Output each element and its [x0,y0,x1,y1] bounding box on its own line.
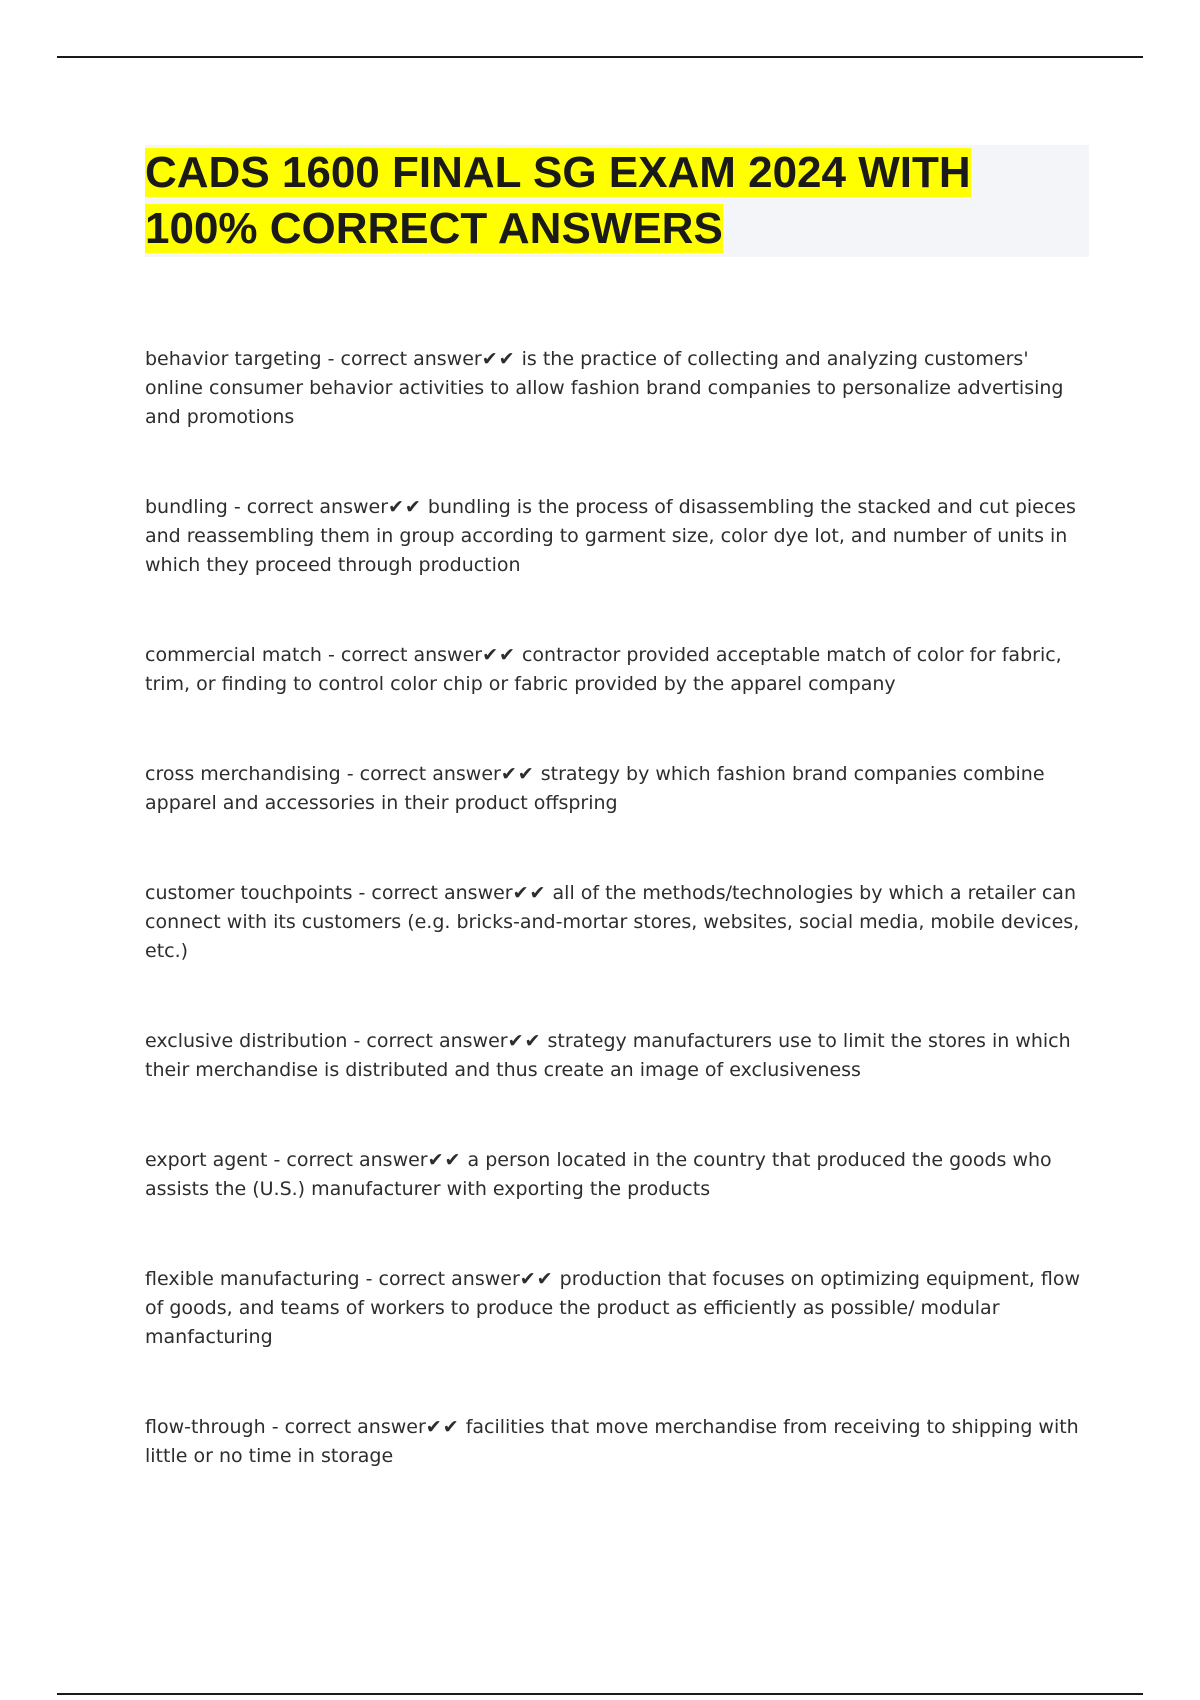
bottom-divider [57,1693,1143,1695]
checkmark-icon: ✔✔ [519,1268,554,1290]
answer-marker: - correct answer [347,1030,508,1052]
entry-term: cross merchandising [145,763,341,785]
checkmark-icon: ✔✔ [507,1030,542,1052]
answer-marker: - correct answer [267,1149,428,1171]
qa-entry [145,1265,1085,1352]
qa-entry [145,493,1085,580]
qa-entry [145,1027,1085,1085]
entry-term: customer touchpoints [145,882,353,904]
qa-entry [145,760,1085,818]
checkmark-icon: ✔✔ [512,882,547,904]
entry-term: exclusive distribution [145,1030,348,1052]
entry-definition: facilities that move merchandise from receiving to shipping with little or no time in storage [145,1416,1079,1467]
entry-definition: bundling is the process of disassembling the stacked and cut pieces and reassembling them in group according to garment size, color dye lot, and number of units in which they proceed through production [145,496,1076,576]
entry-definition: all of the methods/technologies by which a retailer can connect with its customers (e.g. bricks-and-mortar stores, websites, social media, mobile devices, etc.) [145,882,1080,962]
entry-definition: production that focuses on optimizing equipment, flow of goods, and teams of workers to produce the product as efficiently as possible/ modular manfacturing [145,1268,1081,1348]
entry-definition: a person located in the country that produced the goods who assists the (U.S.) manufacturer with exporting the products [145,1149,1052,1200]
entry-definition: is the practice of collecting and analyzing customers' online consumer behavior activities to allow fashion brand companies to personalize advertising and promotions [145,348,1064,428]
answer-marker: - correct answer [340,763,501,785]
top-divider [57,56,1143,58]
answer-marker: - correct answer [265,1416,426,1438]
entry-term: behavior targeting [145,348,322,370]
entry-term: commercial match [145,644,322,666]
checkmark-icon: ✔✔ [427,1149,462,1171]
entry-term: flexible manufacturing [145,1268,360,1290]
qa-entry [145,1146,1085,1204]
title-highlight: CADS 1600 FINAL SG EXAM 2024 WITH 100% CORRECT ANSWERS [145,148,971,253]
checkmark-icon: ✔✔ [425,1416,460,1438]
entry-term: flow-through [145,1416,266,1438]
qa-list [145,345,1085,1532]
answer-marker: - correct answer [352,882,513,904]
entry-term: bundling [145,496,228,518]
entry-definition: contractor provided acceptable match of color for fabric, trim, or finding to control color chip or fabric provided by the apparel company [145,644,1062,695]
checkmark-icon: ✔✔ [388,496,422,518]
answer-marker: - correct answer [227,496,389,518]
qa-entry [145,345,1085,432]
entry-definition: strategy manufacturers use to limit the stores in which their merchandise is distributed and thus create an image of exclusiveness [145,1030,1071,1081]
checkmark-icon: ✔✔ [482,644,516,666]
checkmark-icon: ✔✔ [500,763,535,785]
checkmark-icon: ✔✔ [481,348,516,370]
entry-definition: strategy by which fashion brand companies combine apparel and accessories in their product offspring [145,763,1045,814]
answer-marker: - correct answer [321,348,482,370]
answer-marker: - correct answer [321,644,483,666]
document-title [145,145,1089,257]
title-block [145,145,1089,257]
qa-entry [145,879,1085,966]
entry-term: export agent [145,1149,268,1171]
qa-entry [145,641,1085,699]
qa-entry [145,1413,1085,1471]
answer-marker: - correct answer [359,1268,520,1290]
